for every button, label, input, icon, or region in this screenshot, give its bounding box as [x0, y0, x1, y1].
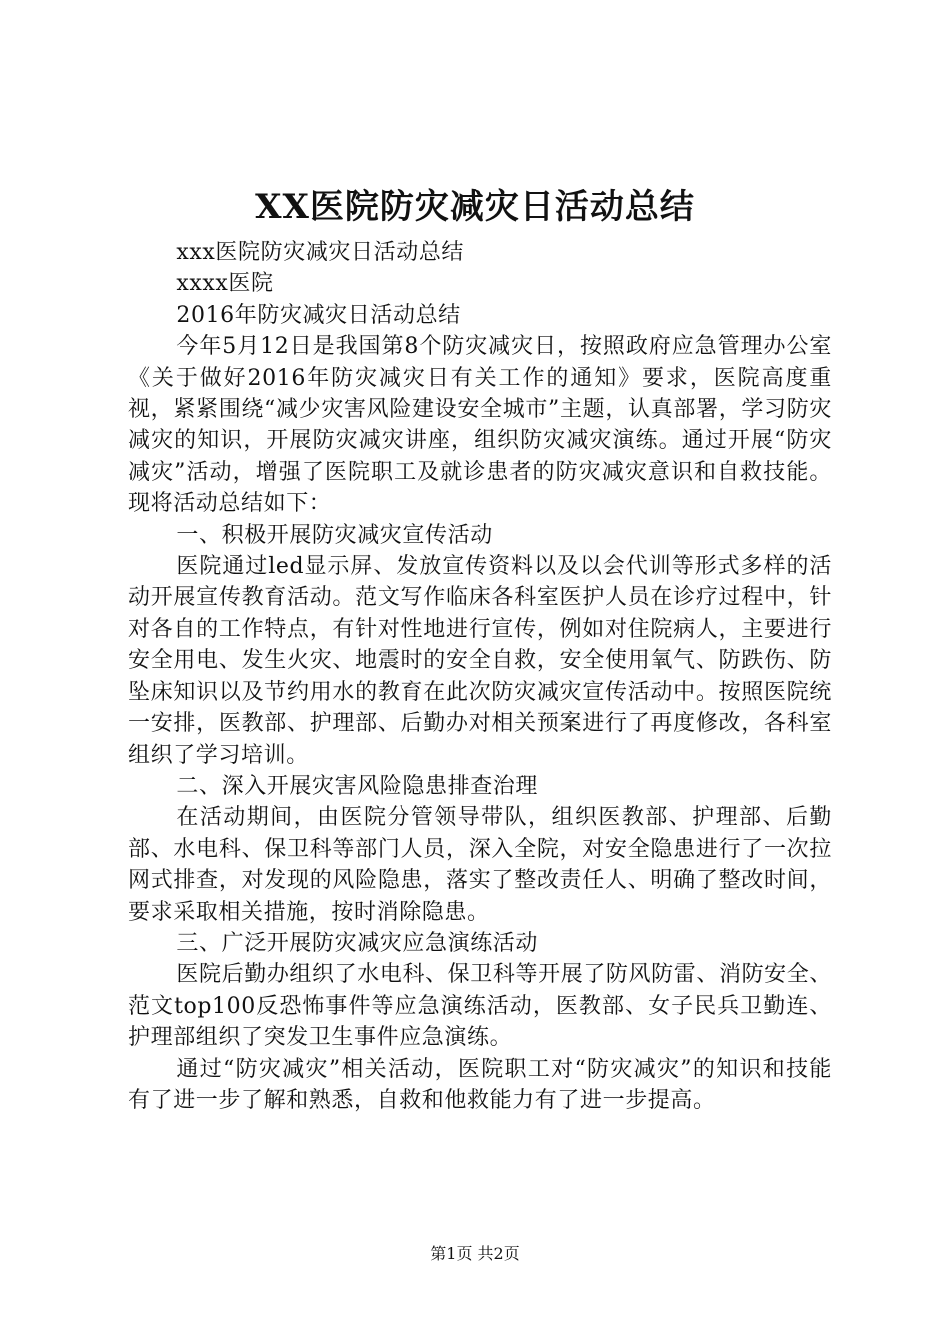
paragraph-hospital: xxxx医院 — [176, 271, 274, 297]
section-heading-2: 二、深入开展灾害风险隐患排查治理 — [176, 773, 538, 799]
section-heading-1: 一、积极开展防灾减灾宣传活动 — [176, 522, 493, 548]
paragraph-year-heading: 2016年防灾减灾日活动总结 — [176, 302, 461, 328]
paragraph-section-2: 在活动期间，由医院分管领导带队，组织医教部、护理部、后勤部、水电科、保卫科等部门人员，深入全院，对安全隐患进行了一次拉网式排查，对发现的风险隐患，落实了整改责任人、明确了整改时间，要求采取相关措施，按时消除隐患。 — [128, 805, 832, 925]
document-body — [128, 237, 832, 1116]
paragraph-section-3: 医院后勤办组织了水电科、保卫科等开展了防风防雷、消防安全、范文top100反恐怖事件等应急演练活动，医教部、女子民兵卫勤连、护理部组织了突发卫生事件应急演练。 — [128, 962, 832, 1051]
section-heading-3: 三、广泛开展防灾减灾应急演练活动 — [176, 930, 538, 956]
document-title: XX医院防灾减灾日活动总结 — [255, 187, 695, 227]
page-number-footer: 第1页 共2页 — [430, 1244, 520, 1263]
paragraph-section-1: 医院通过led显示屏、发放宣传资料以及以会代训等形式多样的活动开展宣传教育活动。范文写作临床各科室医护人员在诊疗过程中，针对各自的工作特点，有针对性地进行宣传，例如对住院病人，主要进行安全用电、发生火灾、地震时的安全自救，安全使用氧气、防跌伤、防坠床知识以及节约用水的教育在此次防灾减灾宣传活动中。按照医院统一安排，医教部、护理部、后勤办对相关预案进行了再度修改，各科室组织了学习培训。 — [128, 554, 832, 768]
paragraph-intro: 今年5月12日是我国第8个防灾减灾日，按照政府应急管理办公室《关于做好2016年防灾减灾日有关工作的通知》要求，医院高度重视，紧紧围绕“减少灾害风险建设安全城市”主题，认真部署，学习防灾减灾的知识，开展防灾减灾讲座，组织防灾减灾演练。通过开展“防灾减灾”活动，增强了医院职工及就诊患者的防灾减灾意识和自救技能。现将活动总结如下： — [128, 334, 832, 517]
paragraph-conclusion: 通过“防灾减灾”相关活动，医院职工对“防灾减灾”的知识和技能有了进一步了解和熟悉，自救和他救能力有了进一步提高。 — [128, 1056, 832, 1113]
paragraph-subtitle: xxx医院防灾减灾日活动总结 — [176, 240, 465, 265]
